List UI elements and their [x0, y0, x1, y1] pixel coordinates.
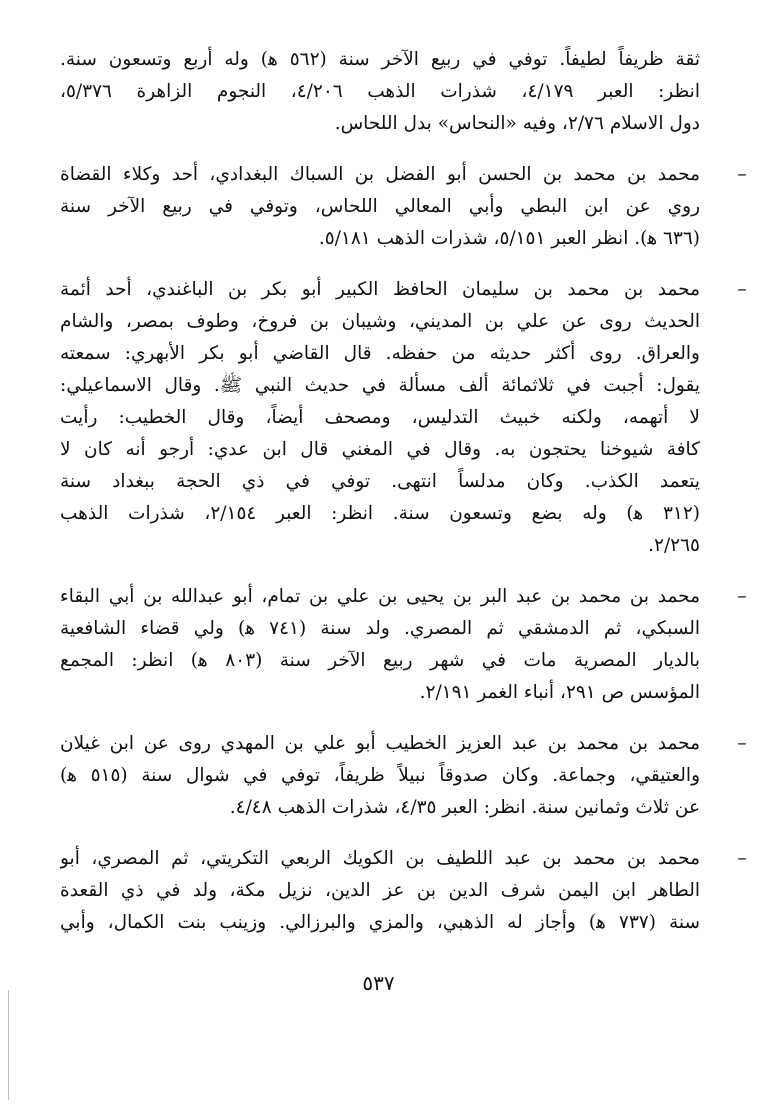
text-line: (٦٣٦ ﻫ). انظر العبر ٥/١٥١، شذرات الذهب ٥/١٨١. — [318, 228, 700, 249]
page-number: ٥٣٧ — [362, 971, 395, 995]
text-line: يتعمد الكذب. وكان مدلساً انتهى. توفي في ذي الحجة ببغداد سنة — [60, 471, 700, 492]
text-line: محمد بن محمد بن الحسن أبو الفضل بن السباك البغدادي، أحد وكلاء القضاة — [60, 164, 700, 185]
text-line: كافة شيوخنا يحتجون به. وقال في المغني قال ابن عدي: أرجو أنه كان لا — [60, 439, 700, 460]
entry-bullet: – — [737, 279, 747, 300]
entry-bullet: – — [737, 164, 747, 185]
text-line: السبكي، ثم الدمشقي ثم المصري. ولد سنة (٧٤١ ﻫ) ولي قضاء الشافعية — [60, 618, 700, 639]
text-line: ٢/٢٦٥. — [648, 535, 700, 556]
text-line: (٣١٢ ﻫ) وله بضع وتسعون سنة. انظر: العبر ٢/١٥٤، شذرات الذهب — [60, 503, 700, 524]
text-line: عن ثلاث وثمانين سنة. انظر: العبر ٤/٣٥، شذرات الذهب ٤/٤٨. — [229, 797, 700, 818]
text-line: الحديث روى عن علي بن المديني، وشيبان بن فروخ، وطوف بمصر، والشام — [60, 311, 700, 332]
entry-ibn-al-muhtadi — [60, 728, 747, 824]
text-line: روي عن ابن البطي وأبي المعالي اللحاس، وتوفي في ربيع الآخر سنة — [60, 196, 700, 217]
text-line: لا أتهمه، ولكنه خبيث التدليس، ومصحف أيضاً، وقال الخطيب: رأيت — [60, 407, 700, 428]
text-line: محمد بن محمد بن عبد البر بن يحيى بن علي بن تمام، أبو عبدالله بن أبي البقاء — [60, 586, 700, 607]
text-line: دول الاسلام ٢/٧٦، وفيه «النحاس» بدل اللحاس. — [334, 113, 700, 134]
text-line: محمد بن محمد بن عبد العزيز الخطيب أبو علي بن المهدي روى عن ابن غيلان — [60, 733, 700, 754]
text-line: انظر: العبر ٤/١٧٩، شذرات الذهب ٤/٢٠٦، النجوم الزاهرة ٥/٣٧٦، — [60, 81, 700, 102]
entry-continuation — [60, 44, 700, 140]
text-line: الطاهر ابن اليمن شرف الدين بن عز الدين، نزيل مكة، ولد في ذي القعدة — [60, 880, 700, 901]
text-line: والعتيقي، وجماعة. وكان صدوقاً نبيلاً ظريفاً، توفي في شوال سنة (٥١٥ ﻫ) — [60, 765, 700, 786]
text-line: بالديار المصرية مات في شهر ربيع الآخر سنة (٨٠٣ ﻫ) انظر: المجمع — [60, 650, 700, 671]
text-line: يقول: أجبت في ثلاثمائة ألف مسألة في حديث النبي ﷺ. وقال الاسماعيلي: — [60, 375, 700, 396]
entry-ibn-al-kuwayk — [60, 843, 747, 939]
entry-bullet: – — [737, 586, 747, 607]
text-line: المؤسس ص ٢٩١، أنباء الغمر ٢/١٩١. — [419, 682, 700, 703]
page-edge-rule — [8, 990, 9, 1100]
entry-bullet: – — [737, 733, 747, 754]
entry-al-baghandi — [60, 274, 747, 562]
text-line: والعراق. روى أكثر حديثه من حفظه. قال القاضي أبو بكر الأبهري: سمعته — [60, 343, 700, 364]
page-text — [60, 44, 747, 939]
text-line: محمد بن محمد بن سليمان الحافظ الكبير أبو بكر بن الباغندي، أحد أئمة — [60, 279, 700, 300]
text-line: ثقة ظريفاً لطيفاً. توفي في ربيع الآخر سنة (٥٦٢ ﻫ) وله أربع وتسعون سنة. — [60, 49, 700, 70]
entry-bullet: – — [737, 848, 747, 869]
entry-al-subki — [60, 581, 747, 709]
entry-ibn-al-sabbak — [60, 159, 747, 255]
text-line: سنة (٧٣٧ ﻫ) وأجاز له الذهبي، والمزي والبرزالي. وزينب بنت الكمال، وأبي — [60, 912, 700, 933]
text-line: محمد بن محمد بن عبد اللطيف بن الكويك الربعي التكريتي، ثم المصري، أبو — [60, 848, 700, 869]
